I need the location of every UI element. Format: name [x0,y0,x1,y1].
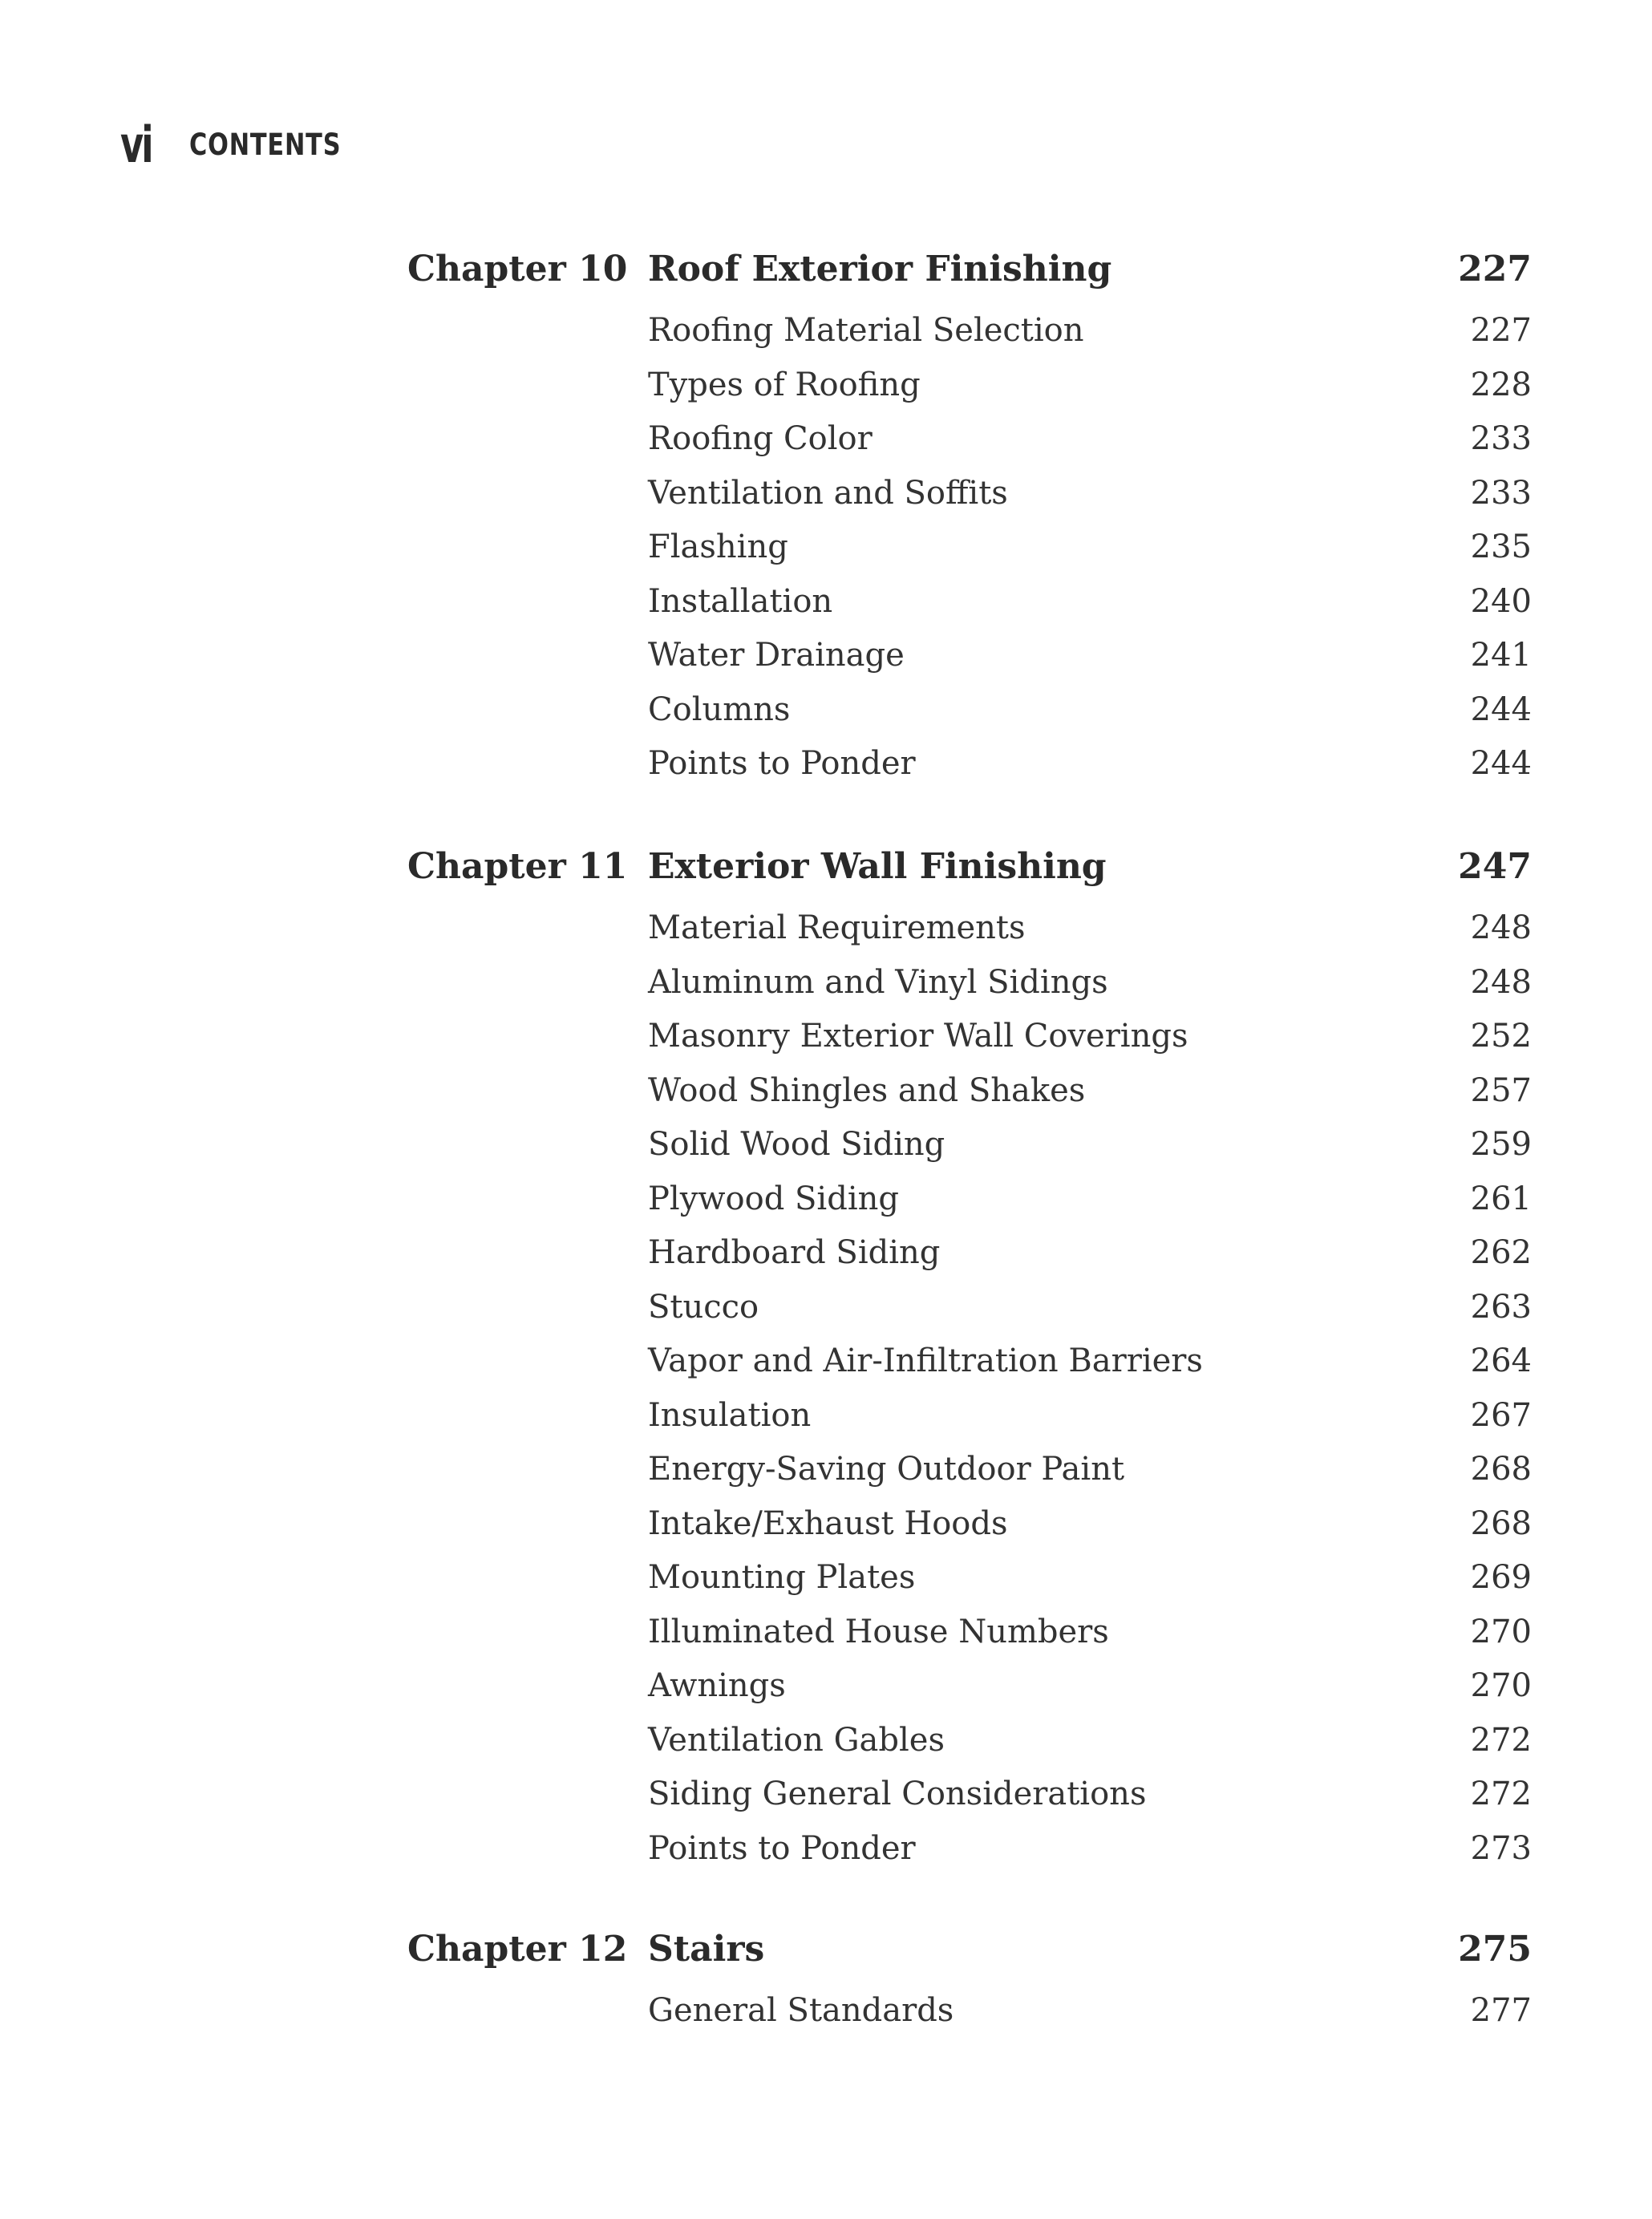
toc-entry[interactable] [0,412,1652,465]
toc-entry-page-number: 269 [1470,1559,1532,1596]
toc-entry[interactable] [0,520,1652,573]
toc-entry[interactable] [0,1551,1652,1604]
toc-entry[interactable] [0,1659,1652,1712]
toc-entry-title: Aluminum and Vinyl Sidings [648,963,1108,1001]
toc-entry-title: Flashing [648,528,788,565]
toc-entry-title: Ventilation and Soffits [648,474,1008,512]
toc-entry-page-number: 240 [1470,582,1532,620]
toc-entry[interactable] [0,358,1652,411]
toc-entry[interactable] [0,901,1652,954]
toc-entry-title: Stucco [648,1288,759,1326]
toc-entry[interactable] [0,1443,1652,1496]
toc-entry-page-number: 264 [1470,1342,1532,1379]
toc-entry-title: Siding General Considerations [648,1776,1147,1812]
toc-entry-title: Installation [648,582,833,620]
chapter-title: Exterior Wall Finishing [648,846,1107,887]
toc-entry-page-number: 233 [1470,474,1532,512]
toc-entry-page-number: 277 [1470,1992,1532,2029]
toc-entry[interactable] [0,1984,1652,2037]
page-folio: vi [120,115,152,174]
chapter-page-number: 247 [1458,846,1532,887]
chapter-heading-row[interactable] [0,1921,1652,1978]
toc-entry-page-number: 244 [1470,690,1532,728]
toc-entry-title: Insulation [648,1396,812,1434]
toc-entry-title: Masonry Exterior Wall Coverings [648,1018,1188,1055]
toc-entry-title: Solid Wood Siding [648,1126,945,1163]
chapter-label: Chapter 10 [407,249,628,290]
toc-entry[interactable] [0,1497,1652,1550]
toc-entry-page-number: 263 [1470,1288,1532,1326]
toc-entry-title: Energy-Saving Outdoor Paint [648,1451,1125,1488]
toc-entry[interactable] [0,1334,1652,1387]
toc-entry-page-number: 228 [1470,366,1532,403]
toc-entry-page-number: 272 [1470,1721,1532,1759]
chapter-heading-row[interactable] [0,241,1652,298]
toc-entry-title: Types of Roofing [648,366,921,403]
toc-entry-page-number: 233 [1470,420,1532,457]
toc-entry-title: Points to Ponder [648,1829,916,1867]
running-title: CONTENTS [189,128,342,162]
toc-entry-title: Water Drainage [648,637,905,674]
toc-entry-page-number: 227 [1470,312,1532,349]
toc-entry[interactable] [0,304,1652,357]
toc-entry-page-number: 268 [1470,1451,1532,1488]
toc-entry[interactable] [0,467,1652,520]
chapter-label: Chapter 12 [407,1929,628,1970]
toc-entry-title: Wood Shingles and Shakes [648,1071,1086,1109]
toc-entry[interactable] [0,1389,1652,1442]
toc-entry-page-number: 261 [1470,1180,1532,1217]
toc-entry[interactable] [0,1172,1652,1225]
toc-entry-page-number: 259 [1470,1126,1532,1163]
toc-entry-page-number: 272 [1470,1776,1532,1812]
toc-entry-title: Intake/Exhaust Hoods [648,1504,1008,1542]
chapter-title: Roof Exterior Finishing [648,249,1112,290]
toc-entry[interactable] [0,629,1652,682]
toc-entry-page-number: 273 [1470,1829,1532,1867]
toc-entry-title: Plywood Siding [648,1180,899,1217]
toc-entry-title: Columns [648,690,791,728]
toc-entry-title: Hardboard Siding [648,1234,941,1271]
toc-entry-page-number: 268 [1470,1504,1532,1542]
toc-entry-title: Mounting Plates [648,1559,916,1596]
toc-entry[interactable] [0,1822,1652,1875]
toc-entry[interactable] [0,575,1652,628]
toc-entry-title: Vapor and Air-Infiltration Barriers [648,1342,1203,1379]
toc-entry[interactable] [0,1714,1652,1767]
toc-entry[interactable] [0,1010,1652,1063]
toc-entry[interactable] [0,1118,1652,1171]
toc-entry-page-number: 270 [1470,1613,1532,1650]
toc-entry-title: Material Requirements [648,909,1026,946]
toc-entry-page-number: 248 [1470,963,1532,1001]
toc-entry-page-number: 252 [1470,1018,1532,1055]
toc-entry[interactable] [0,1281,1652,1334]
chapter-page-number: 275 [1458,1929,1532,1970]
toc-entry[interactable] [0,956,1652,1009]
toc-entry[interactable] [0,1064,1652,1117]
toc-entry-title: Awnings [648,1667,786,1704]
toc-entry-page-number: 267 [1470,1396,1532,1434]
chapter-title: Stairs [648,1929,765,1970]
toc-entry-title: Roofing Color [648,420,873,457]
toc-entry-title: Illuminated House Numbers [648,1613,1109,1650]
toc-entry-page-number: 262 [1470,1234,1532,1271]
toc-entry-page-number: 241 [1470,637,1532,674]
toc-entry[interactable] [0,683,1652,736]
toc-entry-title: Ventilation Gables [648,1721,945,1759]
toc-entry-page-number: 248 [1470,909,1532,946]
toc-entry-page-number: 257 [1470,1071,1532,1109]
toc-entry-page-number: 270 [1470,1667,1532,1704]
toc-entry[interactable] [0,1606,1652,1658]
toc-entry-page-number: 235 [1470,528,1532,565]
toc-entry-title: General Standards [648,1992,954,2029]
chapter-page-number: 227 [1458,249,1532,290]
toc-entry-title: Roofing Material Selection [648,312,1084,349]
chapter-label: Chapter 11 [407,846,628,887]
toc-entry-title: Points to Ponder [648,745,916,782]
chapter-heading-row[interactable] [0,839,1652,895]
toc-entry[interactable] [0,737,1652,790]
toc-entry[interactable] [0,1226,1652,1279]
toc-entry[interactable] [0,1768,1652,1820]
toc-entry-page-number: 244 [1470,745,1532,782]
